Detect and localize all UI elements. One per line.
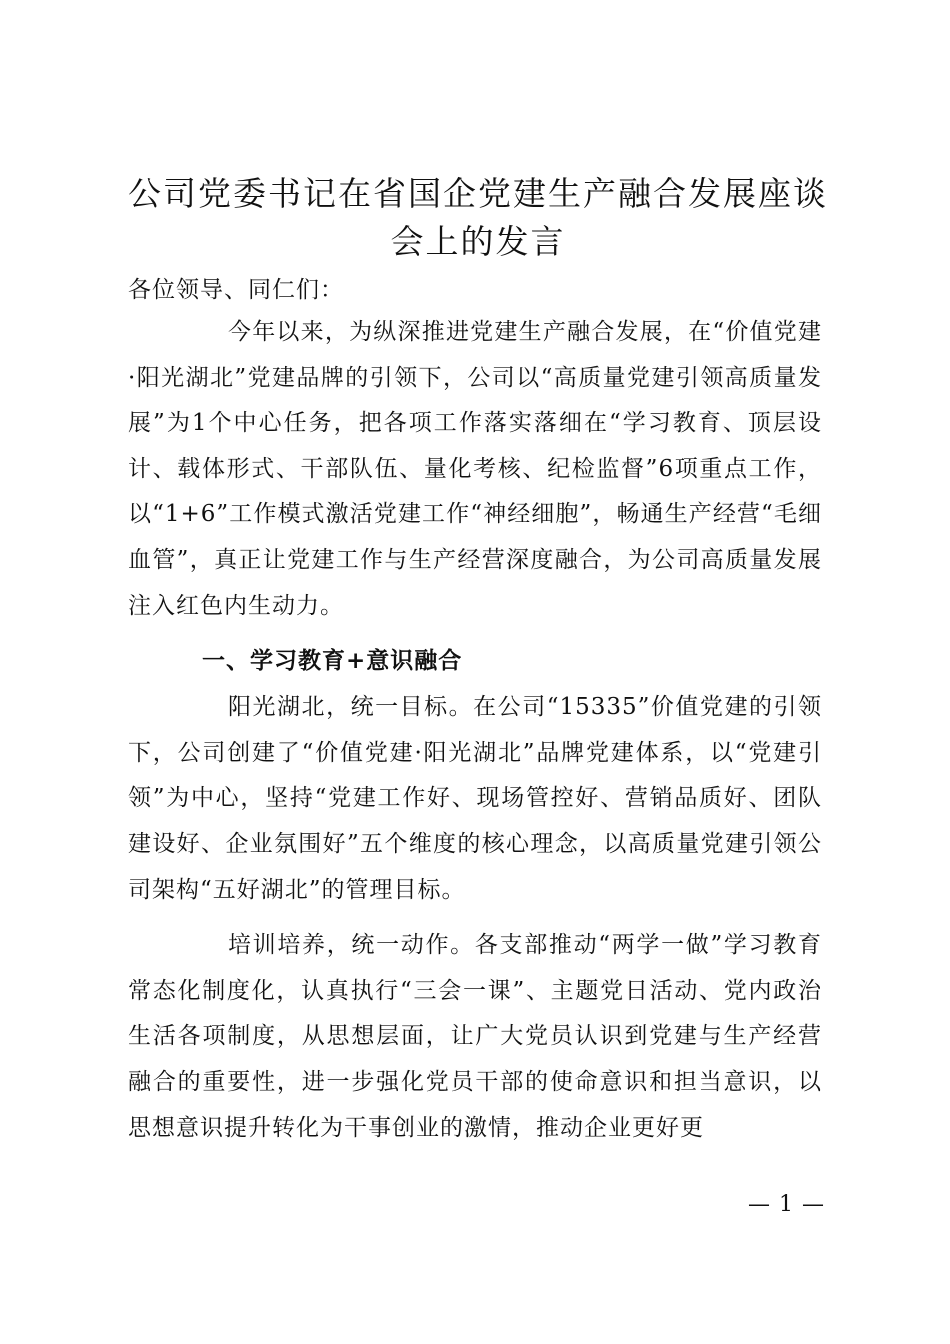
paragraph-training: 培训培养，统一动作。各支部推动“两学一做”学习教育常态化制度化，认真执行“三会一课”、主题党日活动、党内政治生活各项制度，从思想层面，让广大党员认识到党建与生产经营融合的重要性，进一步强化党员干部的使命意识和担当意识，以思想意识提升转化为干事创业的激情，推动企业更好更: [128, 932, 822, 1141]
section-heading-1: 一、学习教育+意识融合: [202, 648, 463, 675]
salutation: 各位领导、同仁们：: [128, 277, 344, 303]
document-body: [128, 310, 822, 1161]
page-number: — 1 —: [748, 1192, 825, 1217]
paragraph-unified-goal: 阳光湖北，统一目标。在公司“15335”价值党建的引领下，公司创建了“价值党建·阳光湖北”品牌党建体系，以“党建引领”为中心，坚持“党建工作好、现场管控好、营销品质好、团队建设好、企业氛围好”五个维度的核心理念，以高质量党建引领公司架构“五好湖北”的管理目标。: [128, 694, 822, 903]
document-title: 公司党委书记在省国企党建生产融合发展座谈会上的发言: [128, 174, 828, 261]
paragraph-intro: 今年以来，为纵深推进党建生产融合发展，在“价值党建·阳光湖北”党建品牌的引领下，公司以“高质量党建引领高质量发展”为1个中心任务，把各项工作落实落细在“学习教育、顶层设计、载体形式、干部队伍、量化考核、纪检监督”6项重点工作，以“1+6”工作模式激活党建工作“神经细胞”，畅通生产经营“毛细血管”，真正让党建工作与生产经营深度融合，为公司高质量发展注入红色内生动力。: [128, 319, 822, 619]
